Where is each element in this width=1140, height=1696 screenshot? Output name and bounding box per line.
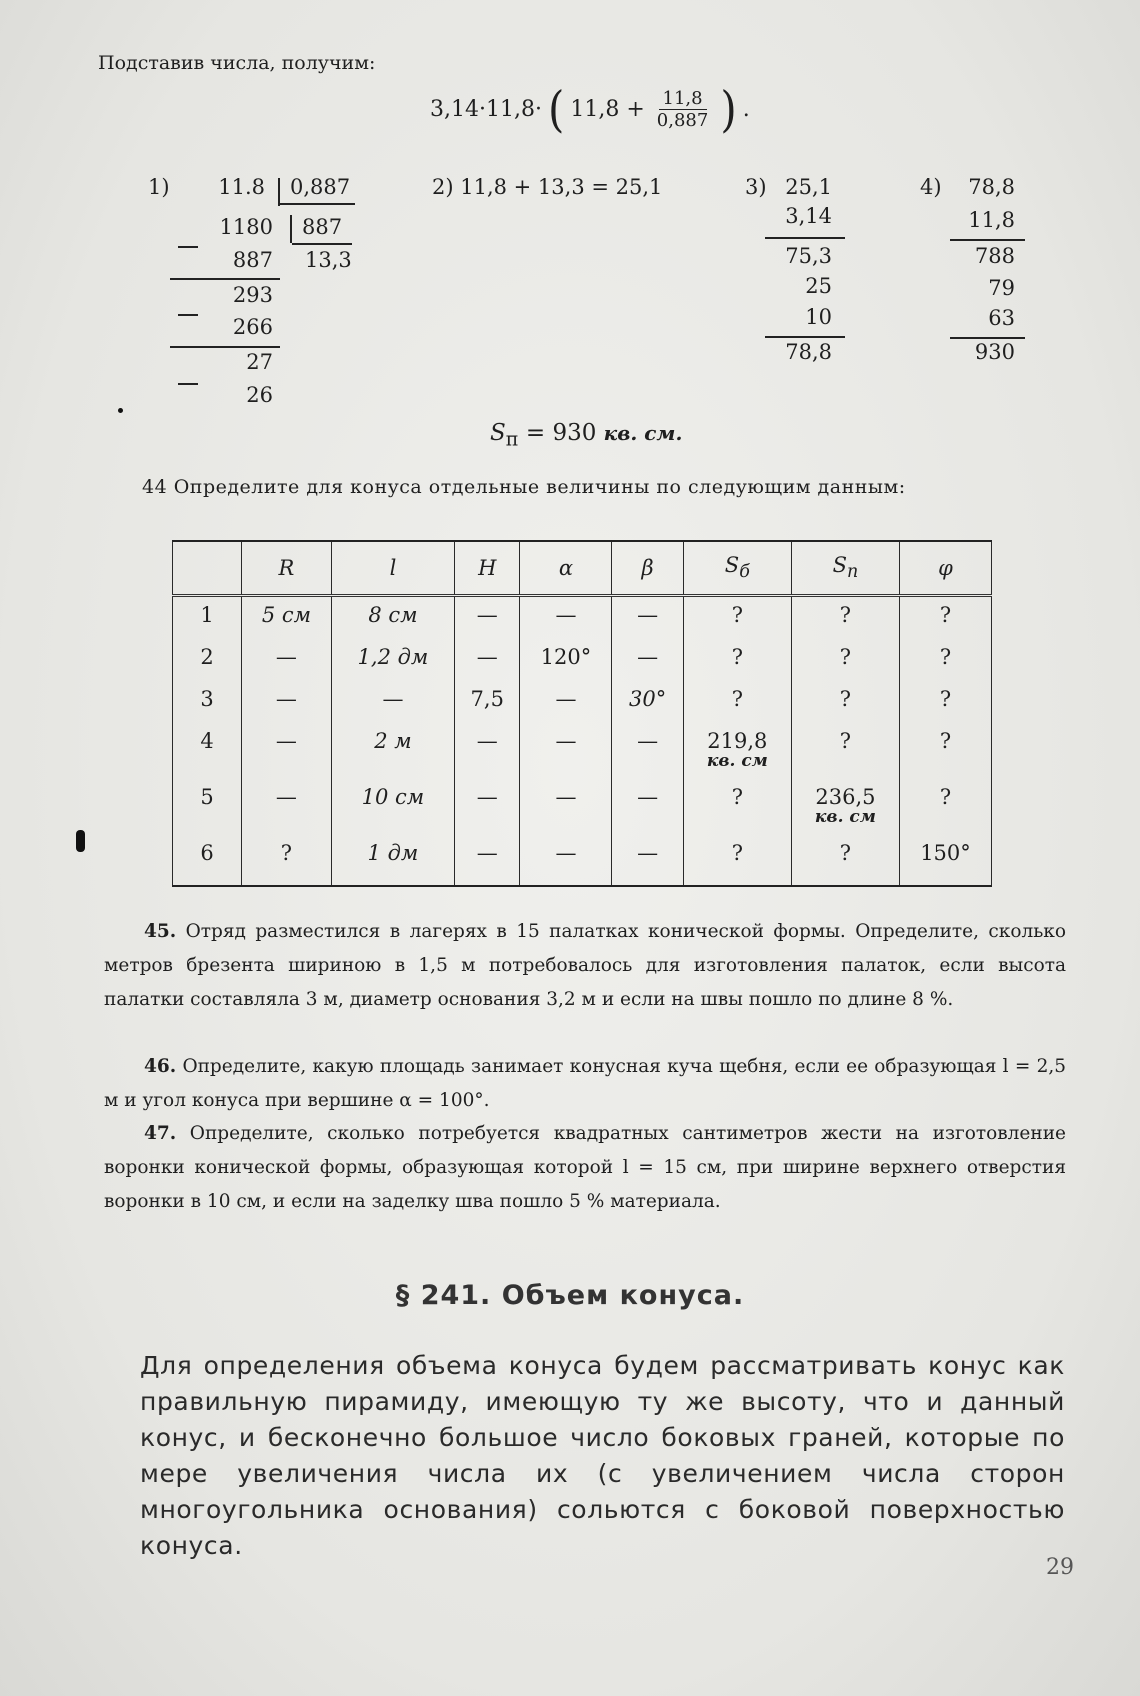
problem-46 xyxy=(104,1050,1066,1118)
formula-fraction xyxy=(653,88,713,131)
cell-alpha: — xyxy=(520,681,612,723)
cell-Sb: ? xyxy=(683,681,791,723)
calc4-label: 4) xyxy=(920,175,942,199)
cell-Sb: ? xyxy=(683,639,791,681)
speck-icon xyxy=(76,830,85,852)
section-body: Для определения объема конуса будем рассматривать конус как правильную пирамиду, имеющую ту же высоту, что и данный конус, и бесконечно большое число боковых граней, которые по мере увеличения числа их (с увеличением числа сторон многоугольника основания) сольются с боковой поверхностью конуса. xyxy=(140,1351,1065,1560)
calc-addition: 2) 11,8 + 13,3 = 25,1 xyxy=(432,175,663,199)
table-row xyxy=(173,681,992,723)
section-heading: § 241. Объем конуса. xyxy=(395,1280,745,1311)
cell-H: 7,5 xyxy=(455,681,520,723)
calc1-line4: 293 xyxy=(232,283,273,307)
cell-Sp: ? xyxy=(791,681,899,723)
header-cell: H xyxy=(455,541,520,596)
row-number: 3 xyxy=(173,681,242,723)
calc1-line2b: 887 xyxy=(302,215,343,239)
problem-number: 45. xyxy=(144,921,177,942)
calc1-line2: 1180 xyxy=(219,215,273,239)
open-paren: ( xyxy=(547,80,565,138)
cell-phi: ? xyxy=(899,723,991,779)
cell-H: — xyxy=(455,723,520,779)
calc4-row: 788 xyxy=(974,244,1015,268)
calc4-row: 78,8 xyxy=(968,175,1015,199)
calc3-row: 10 xyxy=(805,305,832,329)
cell-H: — xyxy=(455,639,520,681)
problem-number: 47. xyxy=(144,1123,177,1144)
cell-alpha: 120° xyxy=(520,639,612,681)
cell-beta: — xyxy=(612,596,683,640)
cell-Sp: ? xyxy=(791,835,899,886)
problem-45 xyxy=(104,915,1066,1017)
header-cell: β xyxy=(612,541,683,596)
calc4-row: 63 xyxy=(988,306,1015,330)
table-row xyxy=(173,596,992,640)
page-number: 29 xyxy=(1046,1555,1074,1580)
calc1-line7: 26 xyxy=(246,383,273,407)
table-row xyxy=(173,779,992,835)
cell-l: — xyxy=(331,681,454,723)
table-header-row xyxy=(173,541,992,596)
cell-Sb: ? xyxy=(683,596,791,640)
row-number: 2 xyxy=(173,639,242,681)
formula-left: 3,14·11,8· xyxy=(430,97,542,122)
result-unit: кв. см. xyxy=(603,421,683,445)
result-symbol: S xyxy=(490,420,506,446)
cell-alpha: — xyxy=(520,723,612,779)
formula-inner: 11,8 + xyxy=(570,97,645,122)
calc1-line5: 266 xyxy=(232,315,273,339)
header-cell: l xyxy=(331,541,454,596)
problem-text: Определите, сколько потребуется квадратных сантиметров жести на изготовление воронки конической формы, образующая которой l = 15 см, при ширине верхнего отверстия воронки в 10 см, и если на заделку шва пошло 5 % материала. xyxy=(104,1123,1066,1212)
cell-R: — xyxy=(242,681,332,723)
calc3-row: 25 xyxy=(805,274,832,298)
cell-Sb: ? xyxy=(683,835,791,886)
header-cell: α xyxy=(520,541,612,596)
calc1-divisor: 0,887 xyxy=(290,175,351,199)
cone-table xyxy=(172,540,992,887)
cell-phi: ? xyxy=(899,596,991,640)
cell-H: — xyxy=(455,779,520,835)
cell-R: — xyxy=(242,639,332,681)
calc1-line3: 887 xyxy=(232,248,273,272)
calc1-quotient: 13,3 xyxy=(305,248,352,272)
table-row xyxy=(173,723,992,779)
table-row xyxy=(173,835,992,886)
fraction-numerator: 11,8 xyxy=(659,88,707,110)
problem-number: 46. xyxy=(144,1056,177,1077)
calc1-dividend: 11.8 xyxy=(218,175,265,199)
cell-Sp: ? xyxy=(791,639,899,681)
cell-l: 8 см xyxy=(331,596,454,640)
speck-icon xyxy=(118,408,123,413)
result-sub: п xyxy=(505,427,519,451)
problem-text: Определите, какую площадь занимает конусная куча щебня, если ее образующая l = 2,5 м и угол конуса при вершине α = 100°. xyxy=(104,1056,1066,1111)
cell-alpha: — xyxy=(520,779,612,835)
cell-l: 1,2 дм xyxy=(331,639,454,681)
cell-Sb: 219,8 кв. см xyxy=(683,723,791,779)
formula-end: . xyxy=(742,97,750,122)
cell-phi: ? xyxy=(899,639,991,681)
cell-Sp: 236,5 кв. см xyxy=(791,779,899,835)
row-number: 1 xyxy=(173,596,242,640)
table-row xyxy=(173,639,992,681)
cell-alpha: — xyxy=(520,835,612,886)
problem-text: Отряд разместился в лагерях в 15 палатках конической формы. Определите, сколько метров брезента шириною в 1,5 м потребовалось для изготовления палаток, если высота палатки составляла 3 м, диаметр основания 3,2 м и если на швы пошло по длине 8 %. xyxy=(104,921,1066,1010)
calc3-label: 3) xyxy=(745,175,767,199)
cell-R: — xyxy=(242,779,332,835)
calc1-line6: 27 xyxy=(246,350,273,374)
task-44: 44 Определите для конуса отдельные величины по следующим данным: xyxy=(142,476,906,498)
substitution-formula xyxy=(430,80,750,138)
header-cell: $S_п$ xyxy=(791,541,899,596)
calc4-row: 930 xyxy=(974,340,1015,364)
row-number: 6 xyxy=(173,835,242,886)
calc4-row: 79 xyxy=(988,276,1015,300)
intro-line: Подставив числа, получим: xyxy=(98,52,376,74)
row-number: 4 xyxy=(173,723,242,779)
cell-Sb: ? xyxy=(683,779,791,835)
calc3-row: 25,1 xyxy=(785,175,832,199)
cell-alpha: — xyxy=(520,596,612,640)
header-cell: R xyxy=(242,541,332,596)
cell-l: 2 м xyxy=(331,723,454,779)
calc3-row: 3,14 xyxy=(785,204,832,228)
cell-beta: — xyxy=(612,723,683,779)
calc3-row: 78,8 xyxy=(785,340,832,364)
cell-Sp: ? xyxy=(791,596,899,640)
cell-R: 5 см xyxy=(242,596,332,640)
problem-47 xyxy=(104,1117,1066,1219)
header-cell: φ xyxy=(899,541,991,596)
cell-beta: — xyxy=(612,639,683,681)
result-value: = 930 xyxy=(525,420,597,446)
cell-beta: 30° xyxy=(612,681,683,723)
cell-Sp: ? xyxy=(791,723,899,779)
cell-phi: ? xyxy=(899,779,991,835)
cell-l: 1 дм xyxy=(331,835,454,886)
cell-R: — xyxy=(242,723,332,779)
close-paren: ) xyxy=(720,80,737,138)
header-cell: $S_б$ xyxy=(683,541,791,596)
cell-phi: 150° xyxy=(899,835,991,886)
result-surface xyxy=(490,420,682,451)
calc4-row: 11,8 xyxy=(968,208,1015,232)
cell-beta: — xyxy=(612,779,683,835)
cell-R: ? xyxy=(242,835,332,886)
cell-H: — xyxy=(455,835,520,886)
calc3-row: 75,3 xyxy=(785,244,832,268)
cell-beta: — xyxy=(612,835,683,886)
row-number: 5 xyxy=(173,779,242,835)
header-cell xyxy=(173,541,242,596)
cell-H: — xyxy=(455,596,520,640)
cell-l: 10 см xyxy=(331,779,454,835)
cell-phi: ? xyxy=(899,681,991,723)
calc1-label: 1) xyxy=(148,175,170,199)
fraction-denominator: 0,887 xyxy=(656,110,709,131)
